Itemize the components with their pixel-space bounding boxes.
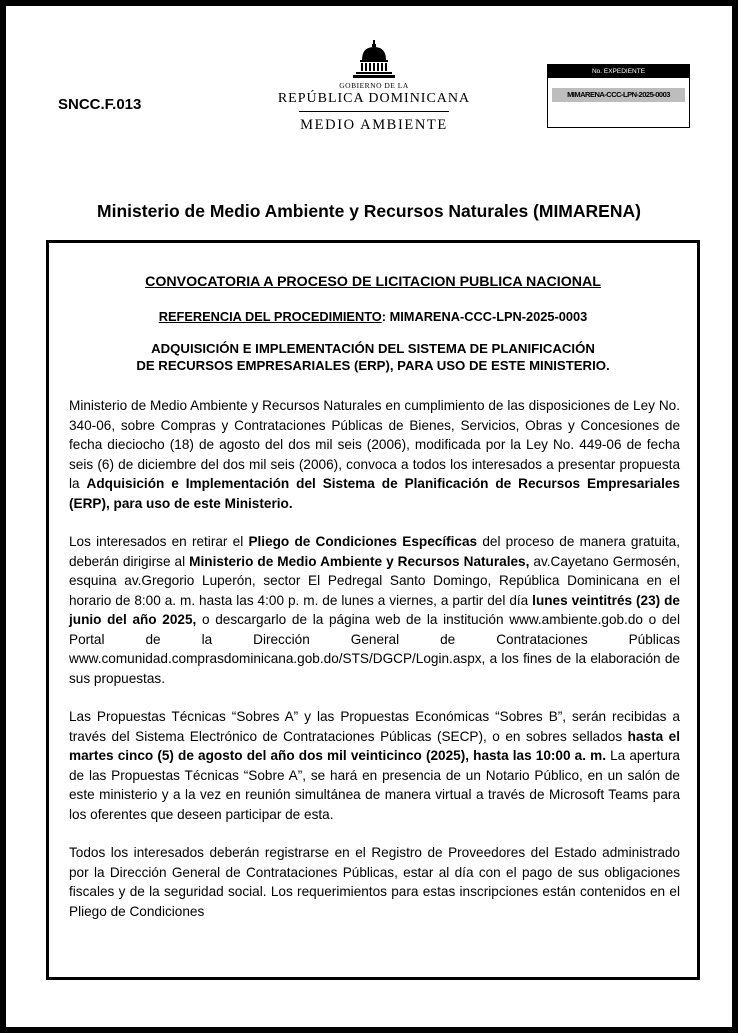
procedure-reference — [49, 309, 697, 324]
p1-text: Ministerio de Medio Ambiente y Recursos Naturales en cumplimiento de las disposiciones de Ley No. 340-06, sobre Compras y Contrataciones Públicas de Bienes, Servicios, Obras y Concesiones de fecha dieciocho (18) de agosto del dos mil seis (2006), modificada por la Ley No. 449-06 de fecha seis (6) de diciembre del dos mil seis (2006), convoca a todos los interesados a presentar propuesta la — [69, 398, 680, 491]
logo-divider — [299, 111, 449, 112]
capitol-dome-icon — [352, 40, 396, 78]
p2-text-a: Los interesados en retirar el — [69, 534, 249, 549]
logo-line-gobierno: GOBIERNO DE LA — [339, 81, 409, 90]
p2-text-c: del proceso de manera gratuita, deberán dirigirse al — [69, 534, 681, 569]
notice-frame — [46, 240, 700, 980]
notice-title: CONVOCATORIA A PROCESO DE LICITACION PUBLICA NACIONAL — [145, 274, 601, 290]
subject-line-1: ADQUISICIÓN E IMPLEMENTACIÓN DEL SISTEMA DE PLANIFICACIÓN — [151, 341, 595, 356]
p2-emphasis-d: Ministerio de Medio Ambiente y Recursos Naturales, — [189, 553, 530, 569]
expediente-label: No. EXPEDIENTE — [548, 65, 689, 78]
paragraph-proposals — [69, 707, 680, 824]
expediente-value: MIMARENA-CCC-LPN-2025-0003 — [552, 88, 685, 102]
ministry-title: Ministerio de Medio Ambiente y Recursos Naturales (MIMARENA) — [97, 201, 641, 221]
p2-text-e: av.Cayetano Germosén, esquina av.Gregorio Luperón, sector El Pedregal Santo Domingo, República Dominicana en el horario de 8:00 a. m. hasta las 4:00 p. m. de lunes a viernes, a partir del día — [69, 553, 681, 608]
expediente-box — [547, 64, 690, 128]
paragraph-registration: Todos los interesados deberán registrarse en el Registro de Proveedores del Estado administrado por la Dirección General de Contrataciones Públicas, estar al día con el pago de sus obligaciones fiscales y de la seguridad social. Los requerimientos para estas inscripciones están contenidos en el Pliego de Condiciones — [69, 845, 680, 919]
p3-emphasis-b: hasta el martes cinco (5) de agosto del año dos mil veinticinco (2025), hasta las 10:00 a. m. — [69, 728, 681, 763]
notice-body — [69, 396, 680, 940]
p3-text-c: La apertura de las Propuestas Técnicas “Sobre A”, se hará en presencia de un Notario Público, en un salón de este ministerio y a la vez en reunión simultánea de manera virtual a través de Microsoft Teams para los oferentes que deseen participar de esta. — [69, 748, 680, 822]
reference-separator: : — [381, 309, 390, 324]
reference-label: REFERENCIA DEL PROCEDIMIENTO — [158, 309, 382, 324]
p2-text-g: o descargarlo de la página web de la institución www.ambiente.gob.do o del Portal de la Dirección General de Contrataciones Públicas www.comunidad.comprasdominicana.gob.do/STS/DGCP/Login.aspx, a los fines de la elaboración de sus propuestas. — [69, 612, 680, 686]
logo-line-republica: REPÚBLICA DOMINICANA — [277, 91, 471, 106]
reference-value: MIMARENA-CCC-LPN-2025-0003 — [389, 309, 588, 324]
paragraph-convocation — [69, 396, 680, 513]
p1-emphasis: Adquisición e Implementación del Sistema de Planificación de Recursos Empresariales (ERP), para uso de este Ministerio. — [69, 476, 680, 511]
paragraph-specifications — [69, 532, 680, 688]
logo-line-medio-ambiente: MEDIO AMBIENTE — [300, 117, 448, 133]
form-code: SNCC.F.013 — [58, 96, 142, 113]
p3-text-a: Las Propuestas Técnicas “Sobres A” y las Propuestas Económicas “Sobres B”, serán recibidas a través del Sistema Electrónico de Contrataciones Públicas (SECP), o en sobres sellados — [69, 709, 680, 744]
procurement-subject — [79, 340, 667, 374]
p2-emphasis-f: lunes veintitrés (23) de junio del año 2025, — [69, 592, 680, 627]
p2-emphasis-b: Pliego de Condiciones Específicas — [248, 534, 478, 549]
subject-line-2: DE RECURSOS EMPRESARIALES (ERP), PARA USO DE ESTE MINISTERIO. — [136, 358, 610, 373]
government-logo — [274, 40, 474, 134]
